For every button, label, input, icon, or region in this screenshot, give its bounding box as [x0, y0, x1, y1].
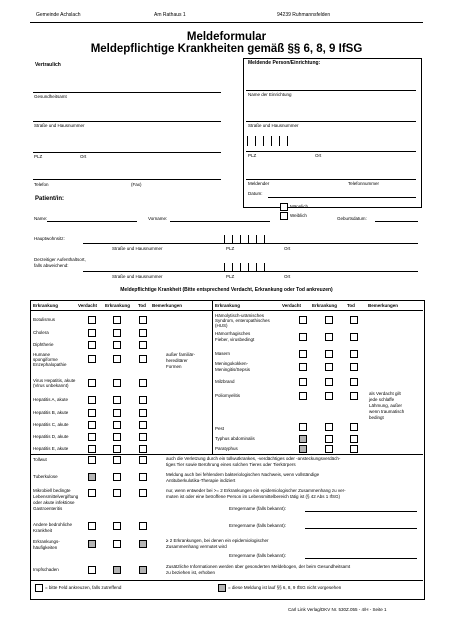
- aufenthalt-label-2: falls abweichend:: [34, 263, 69, 268]
- polio-remark-3: Lähmung, außer: [369, 403, 403, 408]
- haeuf-erkrankung[interactable]: [113, 540, 121, 548]
- name-label: Name:: [34, 216, 48, 221]
- disease-hep-e: Hepatitis E, akute: [33, 446, 69, 451]
- hep-b-tod[interactable]: [139, 409, 147, 417]
- diphtherie-tod[interactable]: [139, 341, 147, 349]
- disease-meningokokken-2: Meningitis/Sepsis: [215, 367, 251, 372]
- hep-e-verdacht[interactable]: [88, 445, 96, 453]
- header-verdacht-right: Verdacht: [282, 303, 302, 308]
- cholera-erkrankung[interactable]: [113, 329, 121, 337]
- paratyphus-tod[interactable]: [350, 445, 358, 453]
- telefon-label: Telefon: [34, 182, 49, 187]
- header-bemerkungen-right: Bemerkungen: [368, 303, 399, 308]
- disease-haeuf-2: häufigkeiten: [33, 545, 58, 550]
- masern-verdacht[interactable]: [299, 350, 307, 358]
- header-verdacht-left: Verdacht: [78, 303, 98, 308]
- ort-label-left: Ort: [80, 154, 87, 159]
- haemorrhagisch-verdacht[interactable]: [299, 333, 307, 341]
- virus-hep-tod[interactable]: [139, 379, 147, 387]
- disease-humane-1: Humane: [33, 352, 51, 357]
- disease-virus-hep-1: Virus Hepatitis, akute: [33, 378, 76, 383]
- aufenthalt-label-1: Derzeitiger Aufenthaltsort,: [34, 257, 86, 262]
- disease-impfschaden: Impfschaden: [33, 567, 59, 572]
- datum-label: Datum:: [248, 191, 263, 196]
- mikro-erkrankung[interactable]: [113, 489, 121, 497]
- milzbrand-tod[interactable]: [350, 378, 358, 386]
- diphtherie-verdacht[interactable]: [88, 341, 96, 349]
- maennlich-checkbox[interactable]: [280, 203, 288, 211]
- maennlich-label: Männlich: [290, 204, 309, 209]
- hep-c-erkrankung[interactable]: [113, 421, 121, 429]
- tollwut-text-2: tiges Tier sowie Berührung eines solchen Tieres oder Tierkörpers: [166, 462, 296, 467]
- disease-masern: Masern: [215, 351, 231, 356]
- disease-mikro-2: Lebensmittelvergiftung: [33, 494, 79, 499]
- legend-grey-text: = diese Meldung ist lauf §§ 6, 8, 9 IfSG nicht vorgesehen: [228, 585, 342, 590]
- hep-c-tod[interactable]: [139, 421, 147, 429]
- disease-hus-2: Syndrom, enteropathisches: [215, 318, 270, 323]
- cholera-verdacht[interactable]: [88, 329, 96, 337]
- polio-verdacht[interactable]: [299, 392, 307, 400]
- aufenthalt-plz-label: PLZ: [226, 274, 235, 279]
- header-tod-right: Tod: [347, 303, 355, 308]
- form-subtitle: Meldepflichtige Krankheiten gemäß §§ 6, 8, 9 IfSG: [90, 43, 363, 55]
- paratyphus-erkrankung[interactable]: [325, 445, 333, 453]
- haeuf-tod-na: [139, 540, 147, 548]
- mikro-text-1: nur, wenn entweder bei >= 2 Erkrankungen ein epidemiologischer Zusammenhang zu ver-: [166, 488, 346, 493]
- pest-tod[interactable]: [350, 423, 358, 431]
- disease-typhus: Typhus abdominalis: [215, 436, 255, 441]
- disease-botulismus: Botulismus: [33, 317, 56, 322]
- polio-erkrankung[interactable]: [325, 392, 333, 400]
- strasse-label-left: Straße und Hausnummer: [34, 123, 85, 128]
- polio-tod[interactable]: [350, 392, 358, 400]
- disease-section-title: Meldepflichtige Krankheit (Bitte entsprechend Verdacht, Erkrankung oder Tod ankreuzen): [120, 287, 333, 293]
- disease-hus-3: (HUS): [215, 323, 228, 328]
- disease-tuberkulose: Tuberkulose: [33, 474, 58, 479]
- hus-erkrankung[interactable]: [325, 316, 333, 324]
- meningokokken-verdacht[interactable]: [299, 363, 307, 371]
- impf-verdacht[interactable]: [88, 566, 96, 574]
- disease-mikro-1: Mikrobiell bedingte: [33, 488, 71, 493]
- weiblich-checkbox[interactable]: [280, 212, 288, 220]
- hauptwohnsitz-plz-label: PLZ: [226, 246, 235, 251]
- humane-remark-1: außer familiär-: [166, 352, 196, 357]
- milzbrand-verdacht[interactable]: [299, 378, 307, 386]
- andere-erregername-label: Erregername (falls bekannt):: [229, 523, 287, 528]
- mikro-tod[interactable]: [139, 489, 147, 497]
- milzbrand-erkrankung[interactable]: [325, 378, 333, 386]
- footer-text: Carl Link Verlag/DKV Nr. 530Z.055 - 4/H - Seite 1: [288, 607, 387, 612]
- fax-label: (Fax): [131, 182, 142, 187]
- botulismus-erkrankung[interactable]: [113, 316, 121, 324]
- pest-verdacht[interactable]: [299, 423, 307, 431]
- hep-d-erkrankung[interactable]: [113, 433, 121, 441]
- plz-label-left: PLZ: [34, 154, 43, 159]
- impf-text-2: zu beziehen ist, erhoben: [166, 570, 216, 575]
- aufenthalt-strasse-label: Straße und Hausnummer: [112, 274, 163, 279]
- header-tod-left: Tod: [138, 303, 146, 308]
- disease-tollwut: Tollwut: [33, 457, 47, 462]
- vorname-label: Vorname:: [148, 216, 168, 221]
- hus-verdacht[interactable]: [299, 316, 307, 324]
- hep-e-tod[interactable]: [139, 445, 147, 453]
- meldender-label: Meldender: [248, 181, 270, 186]
- typhus-tod[interactable]: [350, 435, 358, 443]
- tuberkulose-verdacht-na: [88, 473, 96, 481]
- mikro-verdacht[interactable]: [88, 489, 96, 497]
- hep-d-verdacht[interactable]: [88, 433, 96, 441]
- polio-remark-2: jede schlaffe: [369, 397, 395, 402]
- patient-title: Patient/in:: [35, 196, 65, 202]
- haeuf-verdacht-na: [88, 540, 96, 548]
- polio-remark-5: bedingt: [369, 415, 384, 420]
- hep-d-tod[interactable]: [139, 433, 147, 441]
- meldende-box: [243, 58, 422, 208]
- mikro-erregername-label: Erregername (falls bekannt):: [229, 506, 287, 511]
- hus-tod[interactable]: [350, 316, 358, 324]
- hep-b-verdacht[interactable]: [88, 409, 96, 417]
- tollwut-erkrankung[interactable]: [113, 456, 121, 464]
- header-erkrankung2-left: Erkrankung: [105, 303, 131, 308]
- humane-remark-2: hereditärer: [166, 358, 188, 363]
- typhus-verdacht-na: [299, 435, 307, 443]
- einrichtung-label: Name der Einrichtung: [248, 92, 292, 97]
- meningokokken-tod[interactable]: [350, 363, 358, 371]
- disease-cholera: Cholera: [33, 330, 49, 335]
- header-left: Gemeinde Achslach: [36, 12, 81, 18]
- hep-b-erkrankung[interactable]: [113, 409, 121, 417]
- telefonnummer-label: Telefonnummer: [348, 181, 380, 186]
- disease-haemorrhagisch-1: Hämorrhagisches: [215, 331, 251, 336]
- tuberkulose-erkrankung[interactable]: [113, 473, 121, 481]
- humane-tod[interactable]: [139, 355, 147, 363]
- haeuf-erregername-label: Erregername (falls bekannt):: [229, 553, 287, 558]
- tollwut-tod[interactable]: [139, 456, 147, 464]
- ort-label-right: Ort: [315, 153, 322, 158]
- legend-white-box: [35, 584, 43, 592]
- haemorrhagisch-tod[interactable]: [350, 333, 358, 341]
- disease-milzbrand: Milzbrand: [215, 379, 235, 384]
- disease-andere-2: Krankheit: [33, 528, 53, 533]
- masern-erkrankung[interactable]: [325, 350, 333, 358]
- disease-haeuf-1: Erkrankungs-: [33, 539, 60, 544]
- hep-a-tod[interactable]: [139, 396, 147, 404]
- disease-hep-c: Hepatitis C, akute: [33, 422, 69, 427]
- typhus-erkrankung[interactable]: [325, 435, 333, 443]
- plz-label-right: PLZ: [248, 153, 257, 158]
- botulismus-verdacht[interactable]: [88, 316, 96, 324]
- hep-e-erkrankung[interactable]: [113, 445, 121, 453]
- polio-remark-4: wenn traumatisch: [369, 409, 405, 414]
- weiblich-label: Weiblich: [290, 213, 307, 218]
- gesundheitsamt-label: Gesundheitsamt: [34, 94, 67, 99]
- virus-hep-erkrankung[interactable]: [113, 379, 121, 387]
- impf-text-1: Zusätzliche Informationen werden über gesonderten Meldebogen, der beim Gesundheitsamt: [166, 564, 351, 569]
- hauptwohnsitz-label: Hauptwohnsitz:: [34, 236, 65, 241]
- disease-andere-1: Andere bedrohliche: [33, 522, 73, 527]
- header-mid: Am Rathaus 1: [154, 12, 186, 18]
- paratyphus-verdacht-na: [299, 445, 307, 453]
- tuberkulose-tod[interactable]: [139, 473, 147, 481]
- masern-tod[interactable]: [350, 350, 358, 358]
- hauptwohnsitz-strasse-label: Straße und Hausnummer: [112, 246, 163, 251]
- haemorrhagisch-erkrankung[interactable]: [325, 333, 333, 341]
- tb-text-1: Meldung auch bei fehlendem bakteriologischen Nachweis, wenn vollständige: [166, 472, 320, 477]
- hep-c-verdacht[interactable]: [88, 421, 96, 429]
- vertraulich-label: Vertraulich: [35, 62, 61, 68]
- disease-humane-2: spongiforme: [33, 357, 58, 362]
- haeuf-text-2: Zusammenhang vermutet wird: [166, 544, 227, 549]
- pest-erkrankung[interactable]: [325, 423, 333, 431]
- mikro-text-2: muten ist oder eine betroffene Person im Lebensmittelbereich tätig ist (§ 42 Abs 1 IfSG): [166, 494, 341, 499]
- hep-a-erkrankung[interactable]: [113, 396, 121, 404]
- meningokokken-erkrankung[interactable]: [325, 363, 333, 371]
- tollwut-verdacht[interactable]: [88, 456, 96, 464]
- andere-verdacht[interactable]: [88, 522, 96, 530]
- header-erkrankung-left: Erkrankung: [33, 303, 59, 308]
- disease-pest: Pest: [215, 426, 225, 431]
- humane-remark-3: Formen: [166, 364, 182, 369]
- disease-mikro-3: oder akute infektiöse: [33, 500, 75, 505]
- header-right: 94239 Ruhmannsfelden: [277, 12, 331, 18]
- legend-grey-box: [218, 584, 226, 592]
- disease-hep-a: Hepatitis A, akute: [33, 397, 69, 402]
- disease-haemorrhagisch-2: Fieber, virusbedingt: [215, 337, 255, 342]
- disease-hep-b: Hepatitis B, akute: [33, 410, 69, 415]
- disease-paratyphus: Paratyphus: [215, 446, 238, 451]
- disease-hus-1: Hämolytisch-urämisches: [215, 313, 265, 318]
- legend-white-text: = bitte Feld ankreuzen, falls zutreffend: [45, 585, 122, 590]
- meldende-title: Meldende Person/Einrichtung:: [248, 60, 321, 66]
- disease-humane-3: Enzephalopathie: [33, 362, 67, 367]
- tollwut-text-1: auch die Verletzung durch ein tollwutkrankes, -verdächtiges oder -ansteckungsverdäch-: [166, 456, 341, 461]
- impf-erkrankung-na: [113, 566, 121, 574]
- andere-tod[interactable]: [139, 522, 147, 530]
- header-erkrankung-right: Erkrankung: [215, 303, 241, 308]
- tb-text-2: Antituberkulotika-Therapie indiziert: [166, 478, 236, 483]
- botulismus-tod[interactable]: [139, 316, 147, 324]
- header-bemerkungen-left: Bemerkungen: [152, 303, 183, 308]
- humane-verdacht[interactable]: [88, 355, 96, 363]
- impf-tod-na: [139, 566, 147, 574]
- virus-hep-verdacht[interactable]: [88, 379, 96, 387]
- disease-hep-d: Hepatitis D, akute: [33, 434, 69, 439]
- strasse-label-right: Straße und Hausnummer: [248, 123, 299, 128]
- geburtsdatum-label: Geburtsdatum:: [337, 216, 367, 221]
- disease-virus-hep-2: (Virus unbekannt): [33, 383, 69, 388]
- andere-erkrankung[interactable]: [113, 522, 121, 530]
- header-erkrankung2-right: Erkrankung: [312, 303, 338, 308]
- hep-a-verdacht[interactable]: [88, 396, 96, 404]
- form-title: Meldeformular: [186, 31, 267, 43]
- disease-meningokokken-1: Meningokokken-: [215, 361, 249, 366]
- disease-diphtherie: Diphtherie: [33, 342, 54, 347]
- cholera-tod[interactable]: [139, 329, 147, 337]
- disease-poliomyelitis: Poliomyelitis: [215, 393, 241, 398]
- hauptwohnsitz-ort-label: Ort: [284, 246, 291, 251]
- disease-mikro-4: Gastroenteritis: [33, 506, 63, 511]
- haeuf-text-1: ≥ 2 Erkrankungen, bei denen ein epidemiologischer: [166, 538, 269, 543]
- humane-erkrankung[interactable]: [113, 355, 121, 363]
- polio-remark-1: als Verdacht gilt: [369, 391, 401, 396]
- diphtherie-erkrankung[interactable]: [113, 341, 121, 349]
- aufenthalt-ort-label: Ort: [284, 274, 291, 279]
